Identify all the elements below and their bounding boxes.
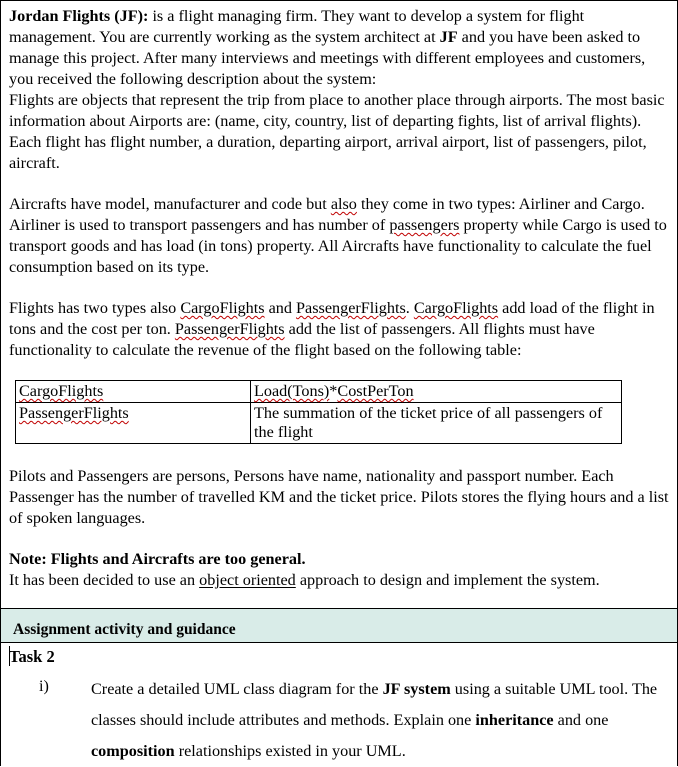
spacer xyxy=(9,444,671,466)
spellcheck-word: PassengerFlights xyxy=(174,320,285,338)
section-header-bar xyxy=(0,608,678,643)
spacer xyxy=(9,174,671,194)
table-cell-type: PassengerFlights xyxy=(16,403,251,444)
table-cell-formula: The summation of the ticket price of all passengers of the flight xyxy=(251,403,622,444)
scenario-content xyxy=(9,6,671,591)
aircrafts-paragraph: Aircrafts have model, manufacturer and code but also they come in two types: Airliner and Cargo. Airliner is used to transport passengers and has number of passengers property while Cargo is used to transport goods and has load (in tons) property. All Aircrafts have functionality to calculate the fuel consumption based on its type. xyxy=(9,195,667,276)
spellcheck-word: CargoFlights xyxy=(413,299,499,317)
table-row xyxy=(16,381,622,403)
spellcheck-word: PassengerFlights xyxy=(296,299,406,317)
revenue-table xyxy=(15,380,622,444)
flight-types-paragraph: Flights has two types also CargoFlights and PassengerFlights. CargoFlights add load of the flight in tons and the cost per ton. PassengerFlights add the list of passengers. All flights must have functionality to calculate the revenue of the flight based on the following table: xyxy=(9,299,655,359)
task-item-text: Create a detailed UML class diagram for the JF system using a suitable UML tool. The classes should include attributes and methods. Explain one inheritance and one composition relationships existed in your UML. xyxy=(91,680,658,760)
section-title: Assignment activity and guidance xyxy=(13,621,236,638)
jf-abbrev: JF xyxy=(439,28,458,46)
table-cell-type: CargoFlights xyxy=(16,381,251,403)
table-row xyxy=(16,403,622,444)
spellcheck-word: passengers xyxy=(389,216,460,234)
spacer xyxy=(9,529,671,549)
spellcheck-word: also xyxy=(330,195,357,213)
table-cell-formula: Load(Tons)*CostPerTon xyxy=(251,381,622,403)
task-item-number: i) xyxy=(39,677,49,695)
company-name: Jordan Flights (JF): xyxy=(9,7,149,25)
task-box xyxy=(0,642,678,766)
note-heading: Note: Flights and Aircrafts are too general. xyxy=(9,550,306,568)
spacer xyxy=(9,361,671,380)
intro-paragraph: Jordan Flights (JF): is a flight managing firm. They want to develop a system for flight management. You are currently working as the system architect at JF and you have been asked to manage this project. After many interviews and meetings with different employees and customers, you received the following description about the system: xyxy=(9,7,646,88)
persons-paragraph: Pilots and Passengers are persons, Persons have name, nationality and passport number. Each Passenger has the number of travelled KM and the ticket price. Pilots stores the flying hours and a list of spoken languages. xyxy=(9,467,669,527)
task-title: Task 2 xyxy=(9,647,55,666)
underlined-phrase: object oriented xyxy=(199,571,296,589)
spellcheck-word: CargoFlights xyxy=(180,299,265,317)
note-paragraph: It has been decided to use an object oriented approach to design and implement the system. xyxy=(9,571,600,589)
flights-description: Flights are objects that represent the trip from place to another place through airports. The most basic information about Airports are: (name, city, country, list of departing fights, list of arrival flights). Each flight has flight number, a duration, departing airport, arrival airport, list of passengers, pilot, aircraft. xyxy=(9,91,665,172)
spacer xyxy=(9,278,671,298)
